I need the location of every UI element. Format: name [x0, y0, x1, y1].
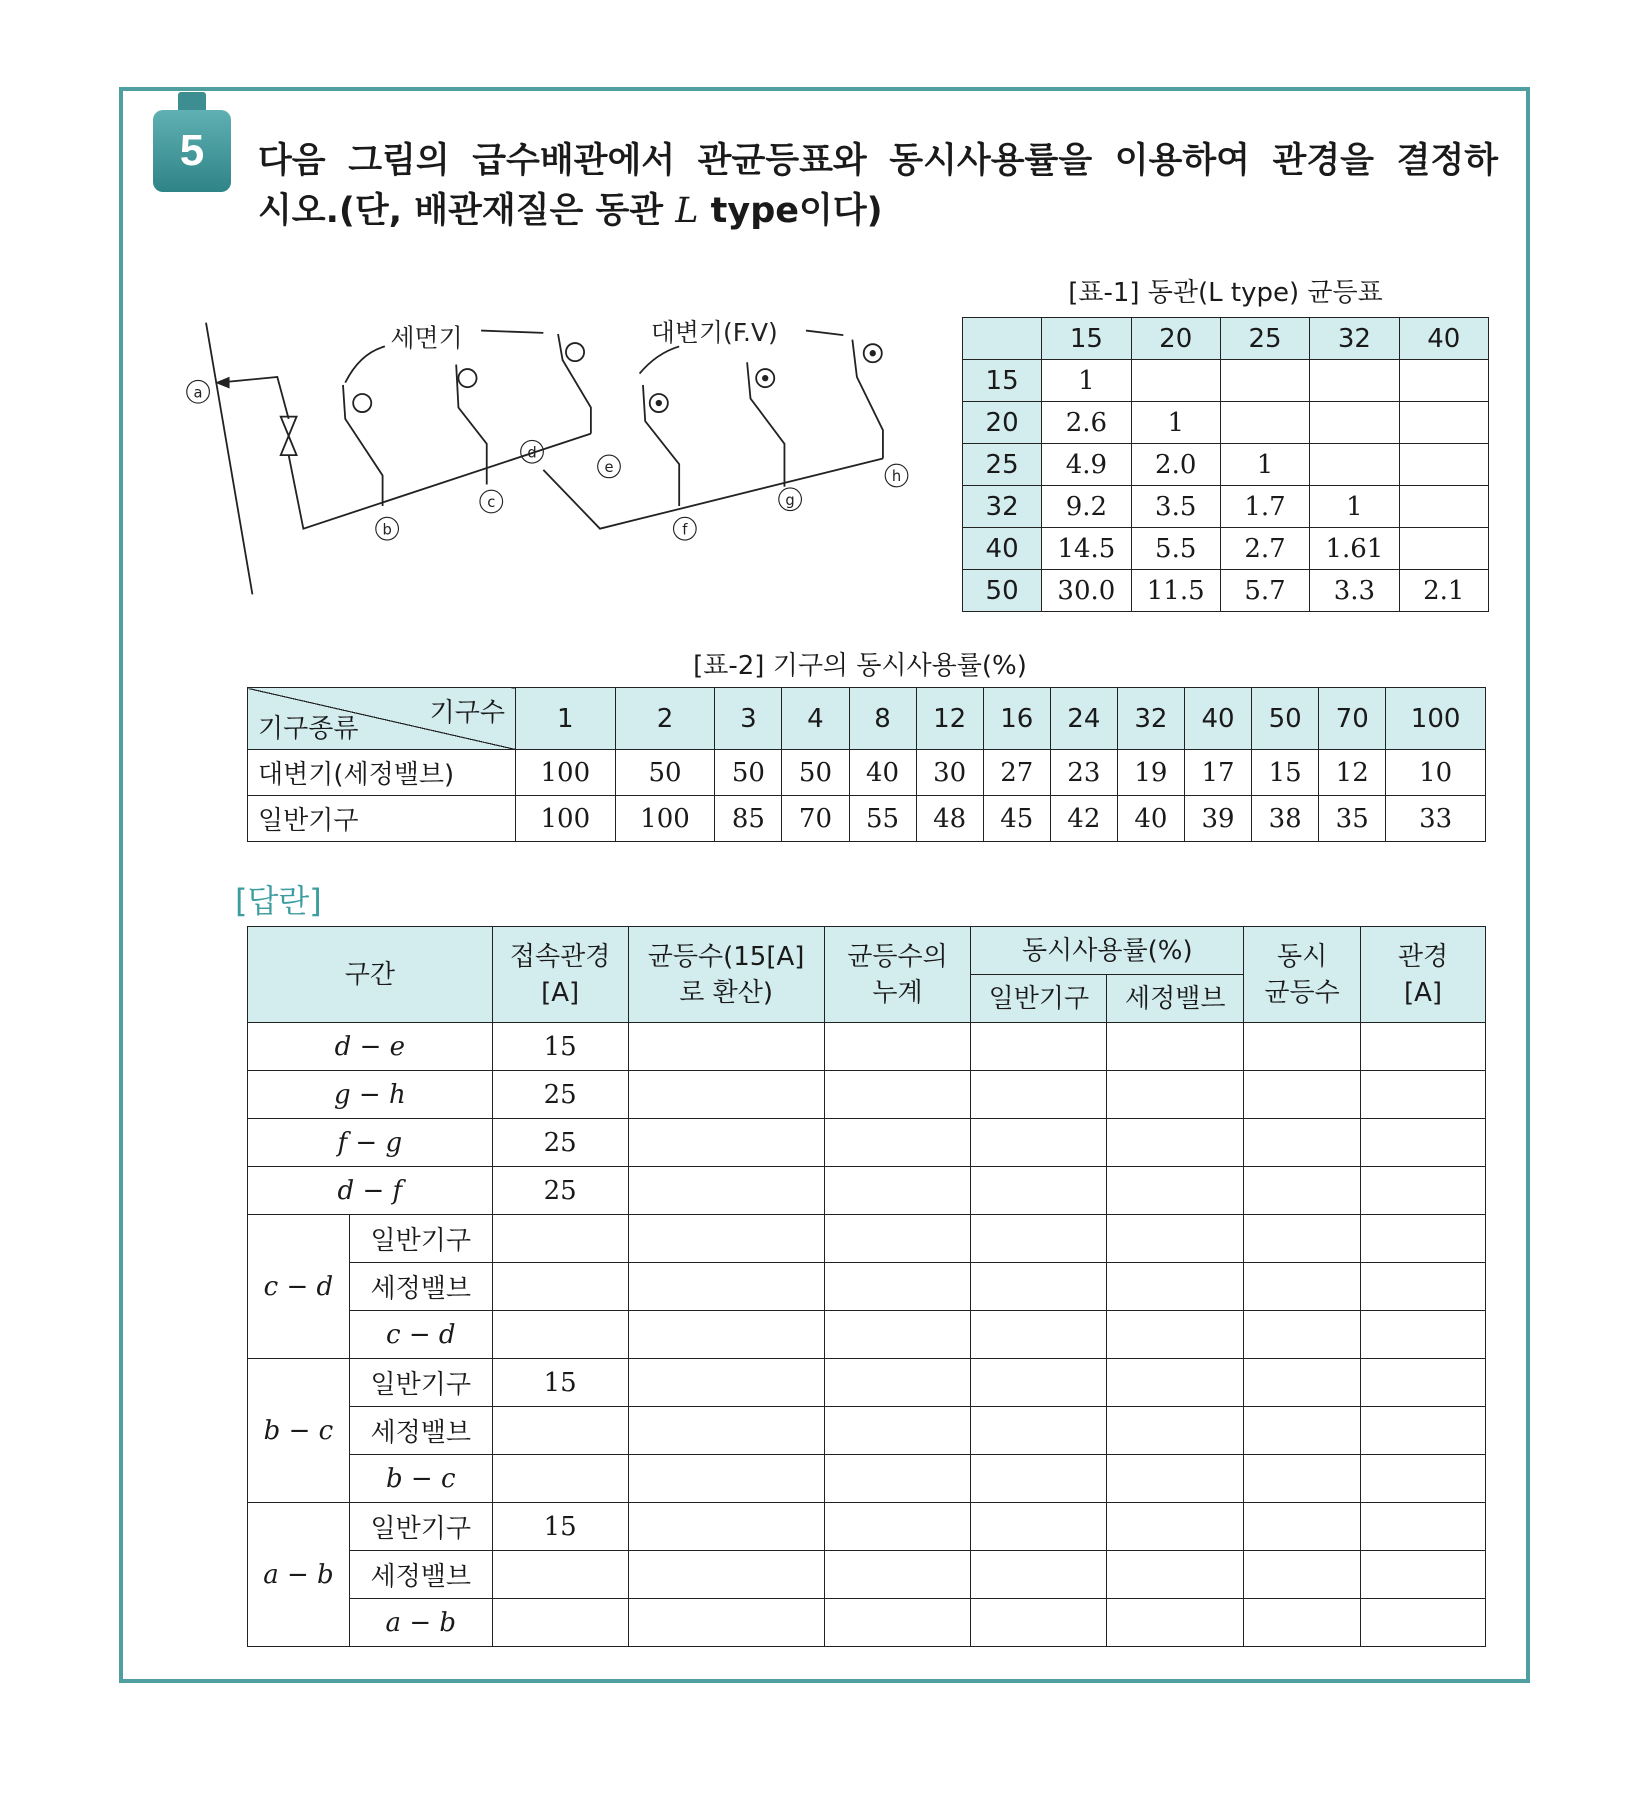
connect-size — [492, 1551, 628, 1599]
table1-cell — [1399, 402, 1488, 444]
table2-col-header: 16 — [983, 688, 1050, 750]
answer-cell — [1107, 1071, 1244, 1119]
svg-text:h: h — [891, 468, 902, 486]
table1-col-header: 40 — [1399, 318, 1488, 360]
answer-cell — [824, 1023, 971, 1071]
table1-cell — [1310, 444, 1399, 486]
label-wc: 대변기(F.V) — [650, 317, 778, 347]
answer-cell — [628, 1455, 824, 1503]
lavatory-icon — [353, 394, 371, 412]
table2-cell: 40 — [1117, 796, 1184, 842]
answer-cell — [971, 1311, 1107, 1359]
answer-row — [248, 1071, 1486, 1119]
answer-cell — [628, 1503, 824, 1551]
table2-cell: 33 — [1386, 796, 1486, 842]
lav-riser-1 — [343, 385, 383, 506]
corner-top: 기구수 — [429, 698, 505, 728]
table1-cell: 3.3 — [1310, 570, 1399, 612]
main-riser — [206, 323, 252, 595]
table1-row — [963, 570, 1489, 612]
table2-caption: [표-2] 기구의 동시사용률(%) — [693, 651, 1027, 681]
table1-cell: 30.0 — [1042, 570, 1131, 612]
table2-cell: 85 — [715, 796, 782, 842]
table1-row — [963, 444, 1489, 486]
connect-size: 15 — [492, 1023, 628, 1071]
answer-cell — [824, 1071, 971, 1119]
question-text-line1: 다음 그림의 급수배관에서 관균등표와 동시사용률을 이용하여 관경을 결정하 — [258, 141, 1498, 181]
point-b — [376, 517, 399, 540]
table2-cell: 17 — [1184, 750, 1251, 796]
equivalence-table — [962, 317, 1489, 612]
group-section-label: b − c — [248, 1359, 350, 1503]
answer-cell — [628, 1119, 824, 1167]
connect-size — [492, 1455, 628, 1503]
table1-row-header: 15 — [963, 360, 1042, 402]
table1-row-header: 32 — [963, 486, 1042, 528]
question-number-badge: 5 — [153, 110, 231, 192]
table1-caption: [표-1] 동관(L type) 균등표 — [1068, 278, 1383, 308]
table1-row — [963, 360, 1489, 402]
table2-cell: 50 — [615, 750, 715, 796]
badge-tab — [178, 92, 206, 112]
answer-row — [248, 1023, 1486, 1071]
answer-cell — [824, 1407, 971, 1455]
table1-header-row — [963, 318, 1489, 360]
answer-cell — [1361, 1167, 1486, 1215]
answer-cell — [1107, 1263, 1244, 1311]
answer-cell — [1361, 1071, 1486, 1119]
header-section: 구간 — [248, 927, 493, 1023]
table2-cell: 10 — [1386, 750, 1486, 796]
header-flush: 세정밸브 — [1107, 975, 1244, 1023]
table2-cell: 100 — [615, 796, 715, 842]
table2-row — [248, 750, 1486, 796]
lav-riser-3 — [558, 334, 591, 434]
flow-arrow-icon — [217, 378, 228, 387]
answer-row — [248, 1263, 1486, 1311]
table2-corner — [248, 688, 516, 750]
table1-cell — [1399, 528, 1488, 570]
table2-cell: 48 — [916, 796, 983, 842]
answer-cell — [1244, 1119, 1361, 1167]
answer-cell — [824, 1167, 971, 1215]
table1-cell: 3.5 — [1131, 486, 1220, 528]
svg-text:g: g — [785, 491, 795, 509]
svg-text:b: b — [382, 521, 392, 539]
answer-cell — [1107, 1359, 1244, 1407]
section-label: d − f — [248, 1167, 493, 1215]
table1-cell: 2.6 — [1042, 402, 1131, 444]
answer-cell — [824, 1311, 971, 1359]
answer-cell — [1107, 1023, 1244, 1071]
sub-label: 세정밸브 — [349, 1407, 492, 1455]
answer-row — [248, 1407, 1486, 1455]
answer-cell — [628, 1407, 824, 1455]
answer-cell — [971, 1551, 1107, 1599]
table2-col-header: 70 — [1319, 688, 1386, 750]
answer-cell — [971, 1119, 1107, 1167]
table1-cell — [1310, 360, 1399, 402]
table1-cell: 14.5 — [1042, 528, 1131, 570]
piping-diagram — [181, 317, 917, 600]
answer-cell — [824, 1215, 971, 1263]
table2-cell: 40 — [849, 750, 916, 796]
table1-col-header: 25 — [1220, 318, 1309, 360]
table1-cell — [1220, 360, 1309, 402]
answer-row — [248, 1599, 1486, 1647]
sub-label: 일반기구 — [349, 1215, 492, 1263]
connect-size — [492, 1311, 628, 1359]
answer-cell — [971, 1407, 1107, 1455]
answer-cell — [1107, 1551, 1244, 1599]
sub-label: b − c — [349, 1455, 492, 1503]
answer-cell — [1361, 1503, 1486, 1551]
answer-cell — [1107, 1455, 1244, 1503]
answer-row — [248, 1119, 1486, 1167]
point-g — [779, 488, 802, 511]
answer-cell — [1244, 1551, 1361, 1599]
table1-col-header: 32 — [1310, 318, 1399, 360]
point-d — [521, 440, 544, 463]
answer-cell — [628, 1359, 824, 1407]
table2-cell: 70 — [782, 796, 849, 842]
table2-cell: 12 — [1319, 750, 1386, 796]
table1-cell — [1399, 444, 1488, 486]
lavatory-leader — [345, 346, 385, 382]
lavatory-icon — [458, 369, 476, 387]
answer-cell — [1361, 1263, 1486, 1311]
answer-cell — [1244, 1599, 1361, 1647]
table2-cell: 45 — [983, 796, 1050, 842]
table1-cell: 5.7 — [1220, 570, 1309, 612]
answer-cell — [628, 1215, 824, 1263]
answer-cell — [628, 1023, 824, 1071]
connect-size — [492, 1215, 628, 1263]
connect-size — [492, 1407, 628, 1455]
answer-cell — [971, 1263, 1107, 1311]
table2-cell: 100 — [516, 796, 616, 842]
table1-col-header: 15 — [1042, 318, 1131, 360]
table1-row — [963, 402, 1489, 444]
table1-cell — [1399, 360, 1488, 402]
table2-col-header: 4 — [782, 688, 849, 750]
line2-prefix: 시오.(단, 배관재질은 동관 — [258, 191, 676, 231]
table2-cell: 50 — [782, 750, 849, 796]
table2-col-header: 1 — [516, 688, 616, 750]
answer-row — [248, 1359, 1486, 1407]
header-connect: 접속관경 [A] — [492, 927, 628, 1023]
connect-size: 15 — [492, 1359, 628, 1407]
line2-suffix: type이다) — [698, 191, 883, 231]
table1-cell: 1.7 — [1220, 486, 1309, 528]
table1-cell — [1131, 360, 1220, 402]
answer-cell — [1361, 1551, 1486, 1599]
answer-cell — [1361, 1311, 1486, 1359]
answer-cell — [1361, 1599, 1486, 1647]
table1-cell: 2.7 — [1220, 528, 1309, 570]
table1-cell: 9.2 — [1042, 486, 1131, 528]
answer-cell — [1244, 1359, 1361, 1407]
answer-cell — [1244, 1023, 1361, 1071]
table1-row-header: 40 — [963, 528, 1042, 570]
table1-cell — [1310, 402, 1399, 444]
lavatory-icon — [566, 343, 584, 361]
sub-label: c − d — [349, 1311, 492, 1359]
answer-cell — [1107, 1407, 1244, 1455]
table1-row-header: 20 — [963, 402, 1042, 444]
answer-header-row — [248, 927, 1486, 975]
answer-cell — [824, 1263, 971, 1311]
answer-cell — [971, 1167, 1107, 1215]
corner-bottom: 기구종류 — [258, 714, 359, 744]
table1-cell: 1 — [1042, 360, 1131, 402]
table2-cell: 30 — [916, 750, 983, 796]
answer-cell — [628, 1263, 824, 1311]
table1-row — [963, 528, 1489, 570]
table2-cell: 15 — [1252, 750, 1319, 796]
answer-cell — [971, 1503, 1107, 1551]
answer-cell — [1107, 1599, 1244, 1647]
table2-cell: 100 — [516, 750, 616, 796]
point-a — [187, 380, 210, 403]
answer-cell — [824, 1359, 971, 1407]
table1-cell — [1399, 486, 1488, 528]
answer-cell — [1244, 1455, 1361, 1503]
answer-cell — [824, 1119, 971, 1167]
connect-size — [492, 1263, 628, 1311]
connect-size: 25 — [492, 1071, 628, 1119]
answer-row — [248, 1167, 1486, 1215]
answer-cell — [628, 1311, 824, 1359]
answer-cell — [1361, 1119, 1486, 1167]
table1-cell: 2.1 — [1399, 570, 1488, 612]
table2-cell: 27 — [983, 750, 1050, 796]
label-lavatory: 세면기 — [390, 323, 463, 353]
table2-cell: 23 — [1050, 750, 1117, 796]
question-text-line2 — [258, 186, 883, 236]
answer-cell — [628, 1551, 824, 1599]
answer-cell — [971, 1071, 1107, 1119]
table1-cell: 5.5 — [1131, 528, 1220, 570]
section-label: d − e — [248, 1023, 493, 1071]
answer-cell — [1361, 1215, 1486, 1263]
svg-text:f: f — [682, 521, 688, 539]
valve-icon — [281, 417, 297, 455]
table2-cell: 50 — [715, 750, 782, 796]
table1-col-header: 20 — [1131, 318, 1220, 360]
point-e — [598, 455, 621, 478]
simultaneous-use-table — [247, 687, 1486, 842]
answer-row — [248, 1311, 1486, 1359]
table1-cell: 4.9 — [1042, 444, 1131, 486]
table1-cell: 1.61 — [1310, 528, 1399, 570]
answer-cell — [1244, 1503, 1361, 1551]
answer-cell — [824, 1503, 971, 1551]
connect-size: 25 — [492, 1119, 628, 1167]
answer-cell — [1361, 1407, 1486, 1455]
group-section-label: c − d — [248, 1215, 350, 1359]
section-label: g − h — [248, 1071, 493, 1119]
answer-cell — [1107, 1215, 1244, 1263]
answer-cell — [971, 1023, 1107, 1071]
table1-row — [963, 486, 1489, 528]
table1-cell: 1 — [1131, 402, 1220, 444]
answer-table — [247, 926, 1486, 1647]
answer-cell — [628, 1071, 824, 1119]
table2-row-label: 대변기(세정밸브) — [248, 750, 516, 796]
table1-row-header: 25 — [963, 444, 1042, 486]
header-simul-rate: 동시사용률(%) — [971, 927, 1244, 975]
svg-text:a: a — [193, 384, 203, 402]
header-equiv: 균등수(15[A] 로 환산) — [628, 927, 824, 1023]
answer-cell — [1107, 1119, 1244, 1167]
answer-cell — [1361, 1455, 1486, 1503]
table2-col-header: 32 — [1117, 688, 1184, 750]
section-label: f − g — [248, 1119, 493, 1167]
sub-label: 일반기구 — [349, 1503, 492, 1551]
sub-label: 세정밸브 — [349, 1551, 492, 1599]
answer-cell — [824, 1551, 971, 1599]
svg-text:d: d — [527, 444, 537, 462]
header-simul-equiv: 동시 균등수 — [1244, 927, 1361, 1023]
table2-cell: 38 — [1252, 796, 1319, 842]
answer-cell — [1244, 1071, 1361, 1119]
answer-cell — [628, 1167, 824, 1215]
answer-row — [248, 1215, 1486, 1263]
table1-cell: 11.5 — [1131, 570, 1220, 612]
answer-cell — [971, 1359, 1107, 1407]
answer-cell — [1244, 1407, 1361, 1455]
header-diameter: 관경 [A] — [1361, 927, 1486, 1023]
table1-cell — [1220, 402, 1309, 444]
connect-size — [492, 1599, 628, 1647]
header-general: 일반기구 — [971, 975, 1107, 1023]
answer-cell — [1107, 1311, 1244, 1359]
answer-cell — [971, 1215, 1107, 1263]
sub-label: 일반기구 — [349, 1359, 492, 1407]
answer-cell — [1361, 1359, 1486, 1407]
answer-row — [248, 1455, 1486, 1503]
answer-cell — [1244, 1215, 1361, 1263]
answer-cell — [1244, 1263, 1361, 1311]
sub-label: 세정밸브 — [349, 1263, 492, 1311]
point-c — [480, 490, 503, 513]
table2-cell: 19 — [1117, 750, 1184, 796]
answer-cell — [971, 1455, 1107, 1503]
table1-cell: 1 — [1220, 444, 1309, 486]
table1-cell: 1 — [1310, 486, 1399, 528]
answer-cell — [1361, 1023, 1486, 1071]
table2-col-header: 100 — [1386, 688, 1486, 750]
lower-pipe-1 — [289, 434, 591, 529]
answer-cell — [824, 1599, 971, 1647]
point-h — [885, 464, 908, 487]
connect-size: 25 — [492, 1167, 628, 1215]
table1-cell: 2.0 — [1131, 444, 1220, 486]
sub-label: a − b — [349, 1599, 492, 1647]
wc-leader — [640, 346, 680, 373]
table2-cell: 42 — [1050, 796, 1117, 842]
table2-col-header: 40 — [1184, 688, 1251, 750]
answer-cell — [1107, 1503, 1244, 1551]
table2-col-header: 12 — [916, 688, 983, 750]
table2-cell: 55 — [849, 796, 916, 842]
table2-cell: 39 — [1184, 796, 1251, 842]
connect-size: 15 — [492, 1503, 628, 1551]
answer-cell — [628, 1599, 824, 1647]
header-cumul: 균등수의 누계 — [824, 927, 971, 1023]
table2-col-header: 3 — [715, 688, 782, 750]
table2-row-label: 일반기구 — [248, 796, 516, 842]
answer-row — [248, 1503, 1486, 1551]
table1-corner — [963, 318, 1042, 360]
answer-row — [248, 1551, 1486, 1599]
answer-label: [답란] — [235, 882, 322, 920]
table2-col-header: 50 — [1252, 688, 1319, 750]
answer-cell — [971, 1599, 1107, 1647]
table2-col-header: 8 — [849, 688, 916, 750]
answer-cell — [1244, 1311, 1361, 1359]
point-f — [674, 517, 697, 540]
table2-col-header: 2 — [615, 688, 715, 750]
group-section-label: a − b — [248, 1503, 350, 1647]
table2-header-row — [248, 688, 1486, 750]
table2-row — [248, 796, 1486, 842]
svg-text:c: c — [487, 494, 496, 512]
wc-riser-3 — [852, 340, 883, 459]
answer-cell — [824, 1455, 971, 1503]
line2-italic: L — [675, 191, 699, 231]
answer-cell — [1244, 1167, 1361, 1215]
svg-text:e: e — [604, 459, 614, 477]
table2-col-header: 24 — [1050, 688, 1117, 750]
answer-cell — [1107, 1167, 1244, 1215]
lav-riser-2 — [456, 365, 487, 485]
table2-cell: 35 — [1319, 796, 1386, 842]
lower-pipe-2 — [543, 459, 883, 529]
table1-row-header: 50 — [963, 570, 1042, 612]
